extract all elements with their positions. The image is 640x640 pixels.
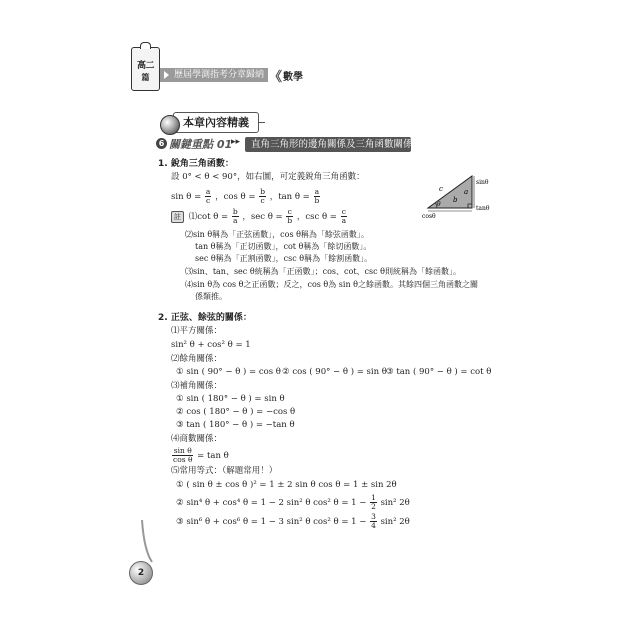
right-triangle-figure: [410, 170, 500, 222]
clip-ring-icon: [140, 42, 151, 49]
tan-num: a: [314, 187, 320, 196]
csc-lhs: ，csc θ =: [296, 212, 337, 222]
book-title-bar: 歷屆學測指考分章歸納: [160, 68, 268, 82]
cot-lhs: ⑴cot θ =: [188, 212, 229, 222]
label-cos: cosθ: [422, 213, 436, 220]
quotient-num: sin θ: [173, 446, 192, 455]
chevron-icon: 《: [269, 70, 283, 85]
label-b: b: [453, 196, 458, 204]
clip-grade-label: 高二: [136, 61, 154, 71]
supplement-eq-2: ② cos ( 180° − θ ) = −cos θ: [176, 407, 296, 417]
sec-fraction: [286, 208, 293, 225]
identity-eq-1: ① ( sin θ ± cos θ )² = 1 ± 2 sin θ cos θ = 1 ± sin 2θ: [176, 480, 397, 490]
identity-eq-2-fraction: [370, 494, 377, 511]
cofunction-eq-1: ① sin ( 90° − θ ) = cos θ: [176, 367, 281, 377]
tan-lhs: ，tan θ =: [269, 192, 310, 202]
section-2-heading: 2. 正弦、餘弦的關係：: [158, 313, 252, 323]
note-4-line-2: 係類推。: [195, 292, 227, 301]
note-1: [171, 207, 348, 227]
supplement-eq-3: ③ tan ( 180° − θ ) = −tan θ: [176, 420, 295, 430]
cofunction-eq-2: ② cos ( 90° − θ ) = sin θ: [282, 367, 387, 377]
frac-den: 2: [371, 502, 376, 511]
frac-den: 4: [371, 521, 376, 530]
note-2-line-3: sec θ稱為「正割函數」，csc θ稱為「餘割函數」。: [195, 254, 373, 263]
topic-number-icon: 6: [156, 138, 167, 149]
label-theta: θ: [437, 201, 441, 208]
csc-den: a: [341, 216, 347, 225]
quotient-eq: [171, 446, 229, 466]
common-identities-label: ⑸常用等式：（解題常用！）: [171, 466, 278, 476]
sec-lhs: ，sec θ =: [242, 212, 283, 222]
csc-fraction: [341, 208, 347, 225]
identity-eq-2: [176, 493, 410, 513]
topic-title: 直角三角形的邊角關係及三角函數關係: [245, 137, 411, 152]
quotient-fraction: [172, 447, 193, 464]
section-1-heading: 1. 銳角三角函數：: [158, 159, 234, 169]
page-number: 2: [129, 561, 153, 585]
sec-den: b: [287, 216, 293, 225]
cot-fraction: [232, 208, 239, 225]
trig-definitions: [171, 187, 321, 207]
cofunction-eq-3: ③ tan ( 90° − θ ) = cot θ: [386, 367, 492, 377]
cofunction-label: ⑵餘角關係：: [171, 354, 223, 364]
sin-num: a: [205, 187, 211, 196]
cot-den: a: [233, 216, 238, 225]
sec-num: c: [287, 207, 292, 216]
sin-fraction: [205, 188, 211, 205]
square-relation-eq: sin² θ + cos² θ = 1: [171, 340, 251, 350]
label-c: c: [439, 185, 443, 193]
clip-section-label: 篇: [141, 73, 150, 82]
supplement-label: ⑶補角關係：: [171, 381, 223, 391]
double-arrow-icon: ▸▸: [231, 137, 241, 147]
frac-num: 1: [371, 493, 376, 502]
section-1-intro: 設 0° < θ < 90°，如右圖，可定義銳角三角函數：: [171, 172, 365, 182]
csc-num: c: [341, 207, 346, 216]
label-tan: tanθ: [476, 205, 490, 212]
tan-den: b: [314, 196, 320, 205]
identity-eq-3-fraction: [370, 513, 377, 530]
identity-eq-3-lhs: ③ sin⁶ θ + cos⁶ θ = 1 − 3 sin² θ cos² θ = 1 −: [176, 517, 367, 527]
topic-label: 關鍵重點 01: [169, 138, 233, 151]
quotient-den: cos θ: [173, 455, 193, 464]
sin-lhs: sin θ =: [171, 192, 202, 202]
subject-label: 數學: [283, 72, 303, 83]
frac-num: 3: [371, 512, 376, 521]
cos-den: c: [260, 196, 265, 205]
sphere-icon: [160, 115, 180, 135]
page-curve-decoration: [140, 520, 170, 565]
label-sin: sinθ: [476, 179, 489, 186]
quotient-rhs: = tan θ: [197, 451, 229, 461]
supplement-eq-1: ① sin ( 180° − θ ) = sin θ: [176, 394, 285, 404]
divider: [259, 122, 265, 123]
cot-num: b: [232, 207, 238, 216]
note-badge-icon: 註: [171, 211, 184, 223]
chapter-title: 本章內容精義: [173, 112, 259, 133]
label-a: a: [464, 188, 469, 196]
cos-lhs: ，cos θ =: [215, 192, 256, 202]
identity-eq-2-tail: sin² 2θ: [380, 498, 410, 508]
sin-den: c: [206, 196, 211, 205]
chapter-clip-badge: [131, 47, 160, 91]
note-4-line-1: ⑷sin θ為 cos θ之正函數；反之，cos θ為 sin θ之餘函數。其餘四個三角函數之關: [185, 280, 478, 289]
square-relation-label: ⑴平方關係：: [171, 326, 223, 336]
quotient-label: ⑷商數關係：: [171, 434, 223, 444]
note-3: ⑶sin、tan、sec θ統稱為「正函數」；cos、cot、csc θ則統稱為「餘函數」。: [185, 267, 461, 276]
cos-num: b: [260, 187, 265, 196]
note-2-line-1: ⑵sin θ稱為「正弦函數」，cos θ稱為「餘弦函數」。: [185, 230, 369, 239]
identity-eq-3: [176, 512, 410, 532]
tan-fraction: [314, 188, 321, 205]
cos-fraction: [259, 188, 266, 205]
identity-eq-2-lhs: ② sin⁴ θ + cos⁴ θ = 1 − 2 sin² θ cos² θ = 1 −: [176, 498, 367, 508]
identity-eq-3-tail: sin² 2θ: [380, 517, 410, 527]
note-2-line-2: tan θ稱為「正切函數」，cot θ稱為「餘切函數」。: [195, 242, 372, 251]
